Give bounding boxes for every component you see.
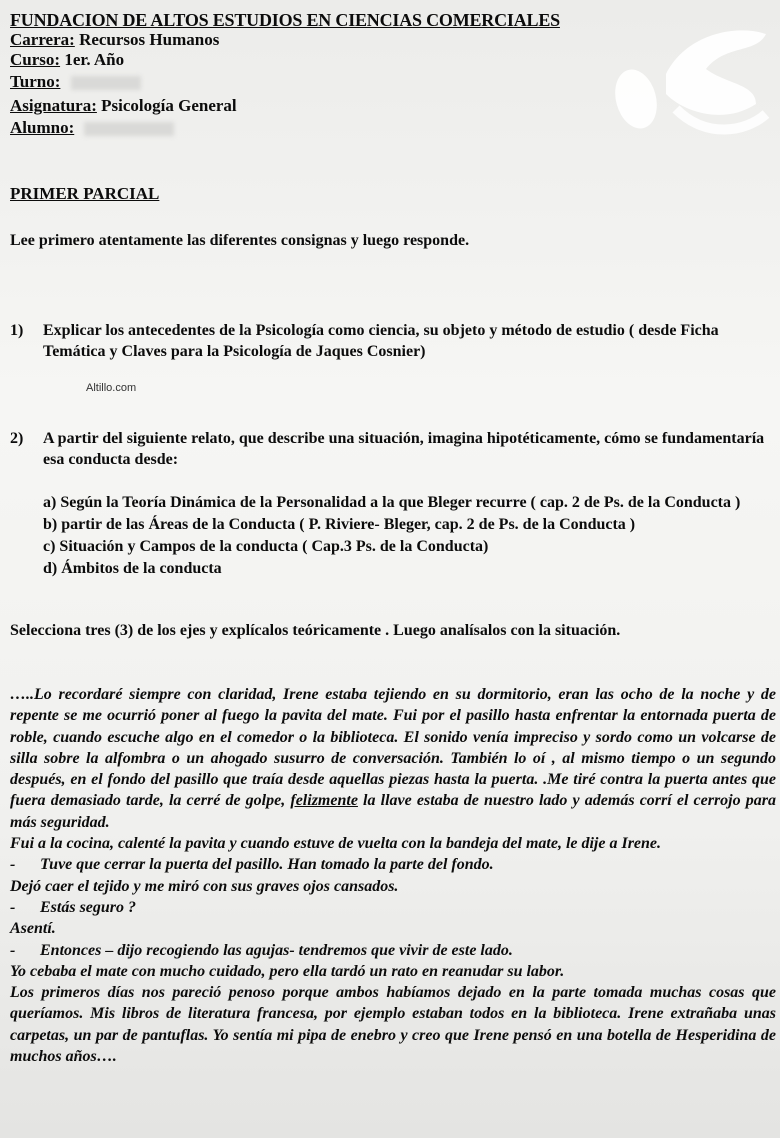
story-paragraph-9: Los primeros días nos pareció penoso porque ambos habíamos dejado en la parte tomada muchas cosas que queríamos. Mis libros de literatura francesa, por ejemplo estaban todos en la biblioteca. Irene extrañaba unas carpetas, un par de pantuflas. Yo sentía mi pipa de enebro y creo que Irene pensó en una botella de Hesperidina de muchos años…. [10,984,776,1066]
option-b: b) partir de las Áreas de la Conducta ( P. Riviere- Bleger, cap. 2 de Ps. de la Conducta ) [43,516,636,533]
exam-title: PRIMER PARCIAL [10,184,160,203]
instruction-text: Selecciona tres (3) de los ejes y explícalos teóricamente . Luego analísalos con la situación. [10,622,621,639]
carrera-row [10,30,219,50]
asignatura-label: Asignatura: [10,96,97,115]
dash-mark: - [10,856,16,874]
story-paragraph-8: Yo cebaba el mate con mucho cuidado, pero ella tardó un rato en reanudar su labor. [10,962,565,980]
story-p1-text: …..Lo recordaré siempre con claridad, Irene estaba tejiendo en su dormitorio, eran las ocho de la noche y de repente se me ocurrió poner al fuego la pavita del mate. Fui por el pasillo hasta enfrentar la entornada puerta de roble, cuando escuche algo en el comedor o la biblioteca. El sonido venía impreciso y sordo como un volcarse de silla sobre la alfombra o un ahogado susurro de conversación. También lo oí , al mismo tiempo o un segundo después, en el fondo del pasillo que traía desde aquellas piezas hasta la puerta. .Me tiré contra la puerta antes que fuera demasiado tarde, la cerré de golpe, [10,686,776,810]
redacted-grade-mark [606,14,776,144]
story-paragraph-6: Asentí. [10,920,56,938]
asignatura-row [10,96,237,116]
asignatura-value: Psicología General [101,96,237,115]
story-paragraph-1 [10,684,776,833]
story-dialogue-3 [10,940,776,961]
story-dialogue-1-text: Tuve que cerrar la puerta del pasillo. Han tomado la parte del fondo. [40,856,494,874]
carrera-value: Recursos Humanos [79,30,220,49]
carrera-label: Carrera: [10,30,75,49]
dash-mark: - [10,898,16,916]
story-underlined-word: felizmente [290,792,358,810]
watermark-text: Altillo.com [86,382,137,394]
question-1 [10,320,770,362]
question-1-number: 1) [10,322,24,339]
option-d: d) Ámbitos de la conducta [43,560,222,577]
story-dialogue-2-text: Estás seguro ? [40,898,137,916]
story-dialogue-1 [10,854,776,875]
curso-value: 1er. Año [64,50,125,69]
options-list [43,492,773,580]
institution-title: FUNDACION DE ALTOS ESTUDIOS EN CIENCIAS COMERCIALES [10,10,560,30]
story-paragraph-2: Fui a la cocina, calenté la pavita y cuando estuve de vuelta con la bandeja del mate, le dije a Irene. [10,835,662,853]
redacted-turno [71,76,141,90]
turno-label: Turno: [10,72,61,91]
story-excerpt [10,684,776,1067]
story-dialogue-2 [10,897,776,918]
dash-mark: - [10,941,16,959]
turno-row [10,72,141,92]
question-2-text: A partir del siguiente relato, que describe una situación, imagina hipotéticamente, cómo se fundamentaría esa conducta desde: [43,430,765,468]
redacted-alumno [84,122,174,136]
intro-text: Lee primero atentamente las diferentes consignas y luego responde. [10,232,470,249]
story-p1-end: la llave estaba de nuestro lado y además corrí el cerrojo para más seguridad. [10,792,776,831]
question-1-text: Explicar los antecedentes de la Psicología como ciencia, su objeto y método de estudio ( desde Ficha Temática y Claves para la Psicología de Jaques Cosnier) [43,322,719,360]
story-dialogue-3-text: Entonces – dijo recogiendo las agujas- tendremos que vivir de este lado. [40,941,513,959]
alumno-row [10,118,174,138]
story-paragraph-4: Dejó caer el tejido y me miró con sus graves ojos cansados. [10,877,399,895]
option-a: a) Según la Teoría Dinámica de la Personalidad a la que Bleger recurre ( cap. 2 de Ps. de la Conducta ) [43,494,741,511]
curso-row [10,50,124,70]
question-2 [10,428,770,470]
curso-label: Curso: [10,50,61,69]
alumno-label: Alumno: [10,118,75,137]
question-2-number: 2) [10,430,24,447]
option-c: c) Situación y Campos de la conducta ( Cap.3 Ps. de la Conducta) [43,538,489,555]
